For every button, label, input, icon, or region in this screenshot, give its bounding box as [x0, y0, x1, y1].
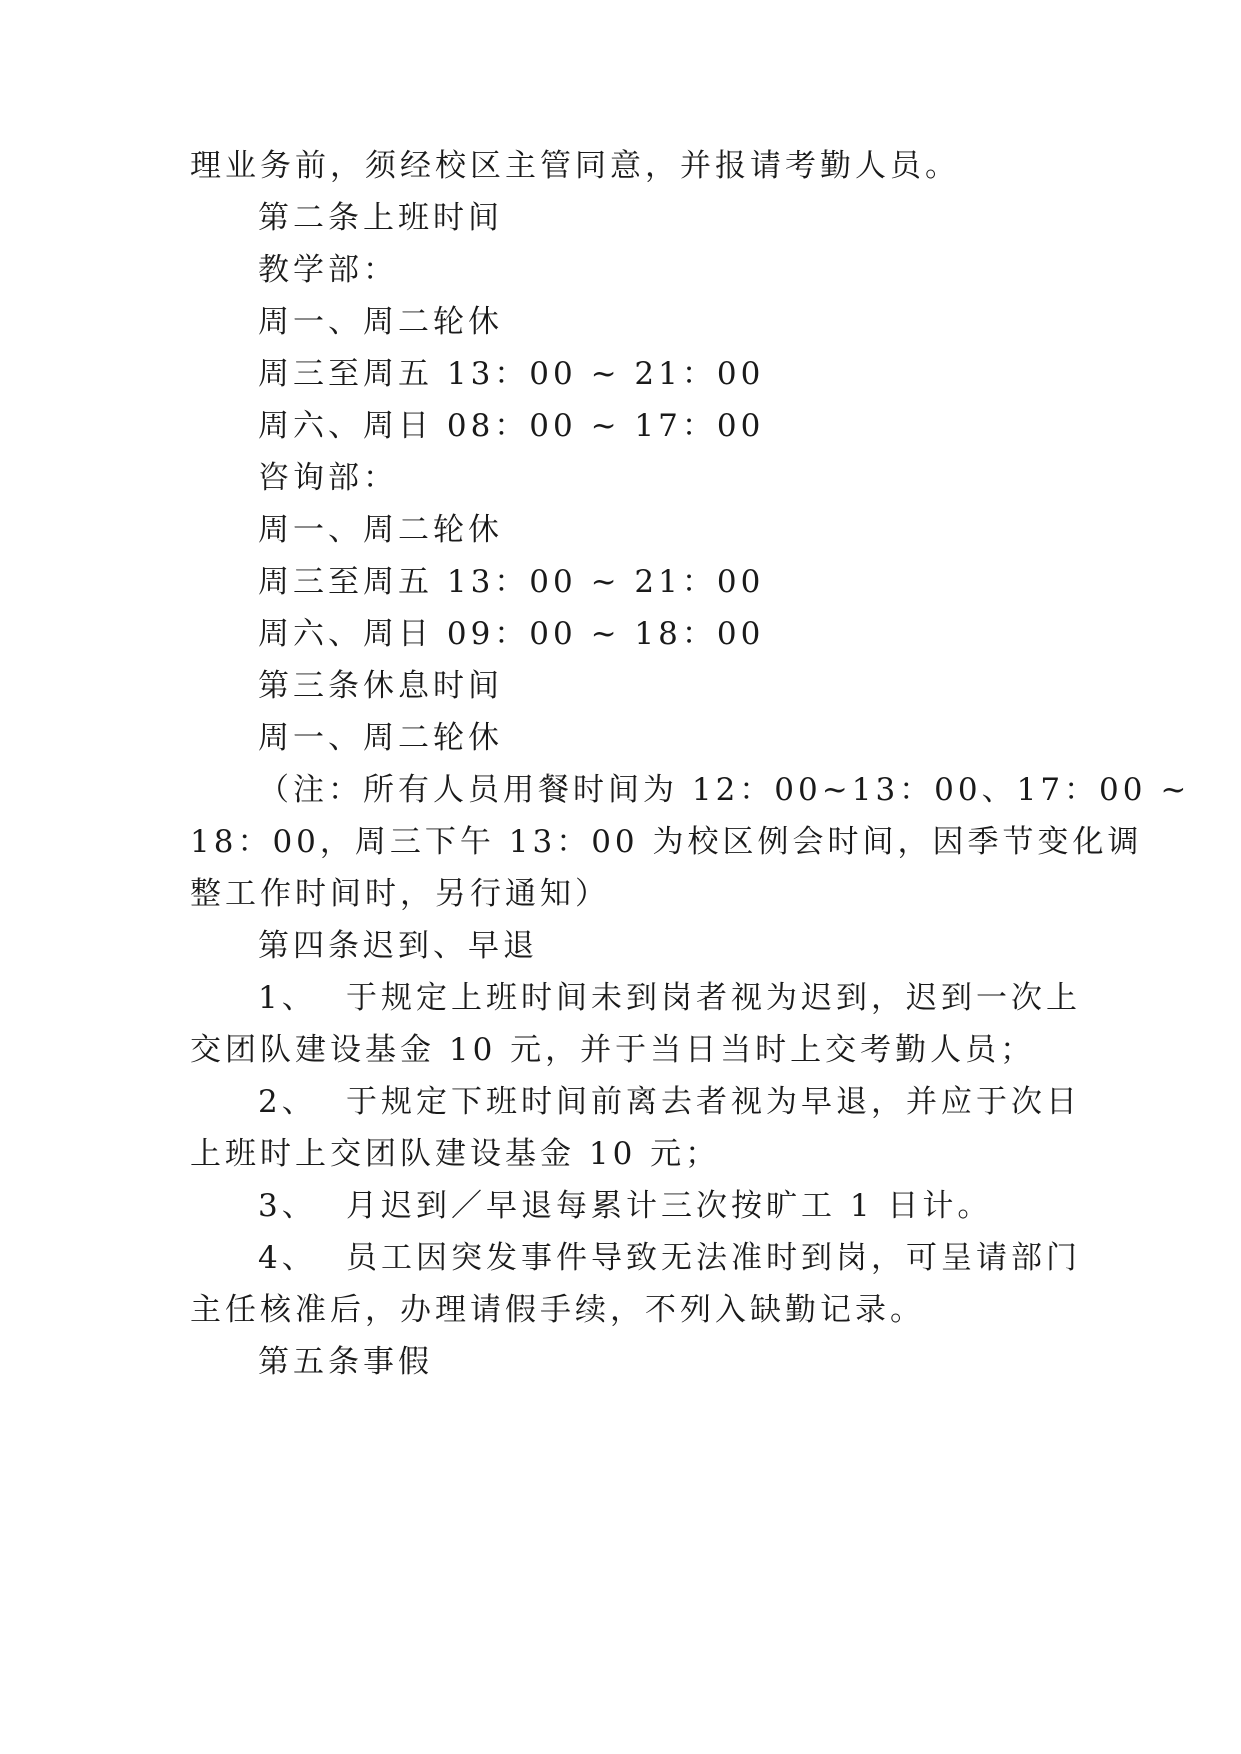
list-item [258, 1238, 1081, 1278]
list-item-number: 1、 [258, 980, 317, 1016]
article-4-heading: 第四条迟到、早退 [258, 928, 538, 964]
article-3-heading: 第三条休息时间 [258, 668, 503, 704]
list-item-text: 于规定下班时间前离去者视为早退，并应于次日 [346, 1084, 1081, 1120]
list-item-continuation: 上班时上交团队建设基金 10 元； [190, 1136, 721, 1172]
paragraph-continuation: 理业务前，须经校区主管同意，并报请考勤人员。 [190, 148, 960, 184]
article-2-heading: 第二条上班时间 [258, 200, 503, 236]
schedule-line: 周三至周五 13：00 ~ 21：00 [258, 356, 765, 392]
list-item-continuation: 交团队建设基金 10 元，并于当日当时上交考勤人员； [190, 1032, 1036, 1068]
list-item [258, 1186, 992, 1226]
list-item-number: 4、 [258, 1240, 317, 1276]
list-item-continuation: 主任核准后，办理请假手续，不列入缺勤记录。 [190, 1292, 925, 1328]
note-line: 18：00，周三下午 13：00 为校区例会时间，因季节变化调 [190, 824, 1143, 860]
schedule-line: 周六、周日 08：00 ~ 17：00 [258, 408, 765, 444]
schedule-line: 周六、周日 09：00 ~ 18：00 [258, 616, 765, 652]
schedule-line: 周三至周五 13：00 ~ 21：00 [258, 564, 765, 600]
list-item-text: 月迟到／早退每累计三次按旷工 1 日计。 [346, 1188, 993, 1224]
rest-line: 周一、周二轮休 [258, 720, 503, 756]
note-line: 整工作时间时，另行通知） [190, 876, 610, 912]
list-item [258, 1082, 1081, 1122]
consulting-dept-label: 咨询部： [258, 460, 398, 496]
list-item-text: 于规定上班时间未到岗者视为迟到，迟到一次上 [346, 980, 1081, 1016]
schedule-line: 周一、周二轮休 [258, 512, 503, 548]
list-item-text: 员工因突发事件导致无法准时到岗，可呈请部门 [346, 1240, 1081, 1276]
article-5-heading: 第五条事假 [258, 1344, 433, 1380]
note-line: （注：所有人员用餐时间为 12：00~13：00、17：00 ~ [258, 772, 1191, 808]
list-item [258, 978, 1081, 1018]
teaching-dept-label: 教学部： [258, 252, 398, 288]
list-item-number: 2、 [258, 1084, 317, 1120]
schedule-line: 周一、周二轮休 [258, 304, 503, 340]
list-item-number: 3、 [258, 1188, 317, 1224]
